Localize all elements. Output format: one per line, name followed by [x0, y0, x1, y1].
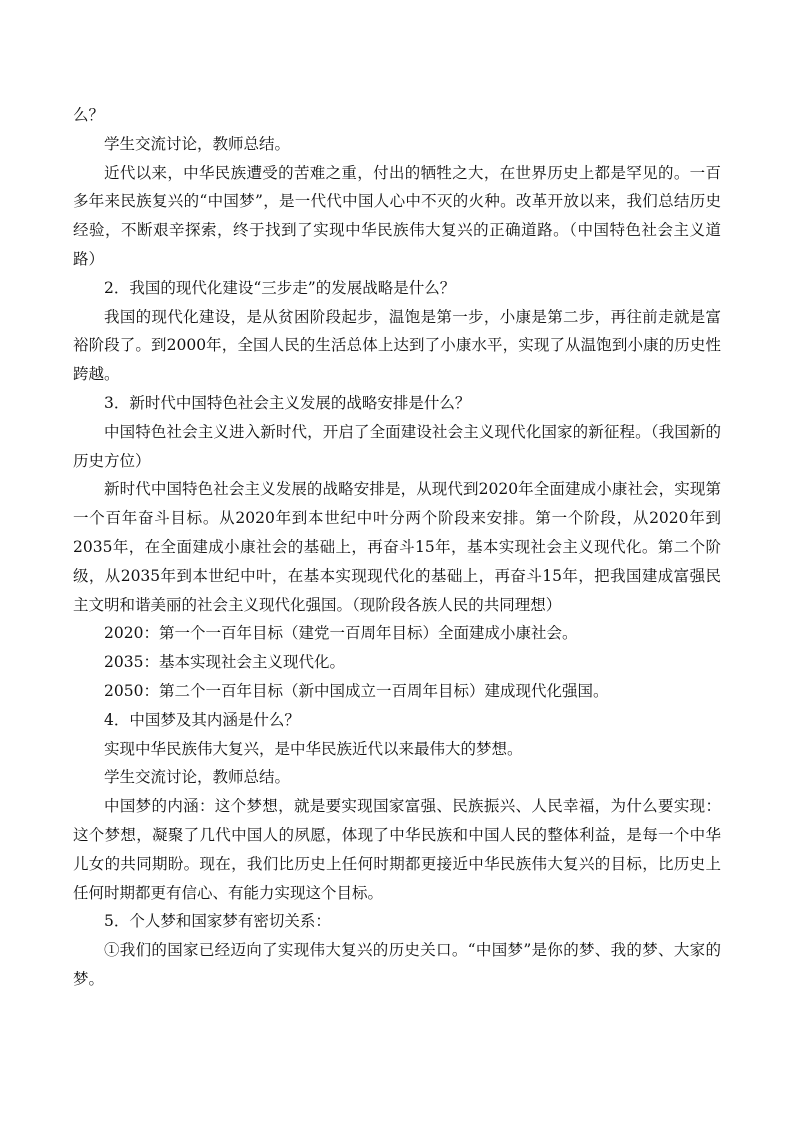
paragraph-discussion: 学生交流讨论，教师总结。 [104, 134, 291, 153]
paragraph-strategic-plan: 新时代中国特色社会主义发展的战略安排是，从现代到2020年全面建成小康社会，实现第一个百年奋斗目标。从2020年到本世纪中叶分两个阶段来安排。第一个阶段，从2020年到2035年，在全面建成小康社会的基础上，再奋斗15年，基本实现社会主义现代化。第二个阶级，从2035年到本世纪中叶，在基本实现现代化的基础上，再奋斗15年，把我国建成富强民主文明和谐美丽的社会主义现代化强国。（现阶段各族人民的共同理想） [73, 480, 721, 614]
paragraph-modern-history: 近代以来，中华民族遭受的苦难之重，付出的牺牲之大，在世界历史上都是罕见的。一百多年来民族复兴的“中国梦”，是一代代中国人心中不灭的火种。改革开放以来，我们总结历史经验，不断艰辛探索，终于找到了实现中华民族伟大复兴的正确道路。（中国特色社会主义道路） [73, 163, 721, 268]
question-2-heading: 2．我国的现代化建设“三步走”的发展战略是什么？ [104, 278, 456, 297]
question-5-heading: 5．个人梦和国家梦有密切关系： [104, 912, 331, 931]
question-3-heading: 3．新时代中国特色社会主义发展的战略安排是什么？ [104, 393, 471, 412]
milestone-2050: 2050：第二个一百年目标（新中国成立一百周年目标）建成现代化强国。 [104, 681, 609, 700]
milestone-2020: 2020：第一个一百年目标（建党一百周年目标）全面建成小康社会。 [104, 624, 578, 643]
document-body [73, 101, 721, 994]
paragraph-rejuvenation: 实现中华民族伟大复兴，是中华民族近代以来最伟大的梦想。 [104, 739, 523, 758]
question-4-heading: 4．中国梦及其内涵是什么？ [104, 710, 300, 729]
paragraph-chinese-dream: 中国梦的内涵：这个梦想，就是要实现国家富强、民族振兴、人民幸福，为什么要实现：这个梦想，凝聚了几代中国人的夙愿，体现了中华民族和中国人民的整体利益，是每一个中华儿女的共同期盼。现在，我们比历史上任何时期都更接近中华民族伟大复兴的目标，比历史上任何时期都更有信心、有能力实现这个目标。 [73, 797, 721, 902]
paragraph-new-era: 中国特色社会主义进入新时代，开启了全面建设社会主义现代化国家的新征程。（我国新的历史方位） [73, 422, 721, 470]
paragraph-discussion-2: 学生交流讨论，教师总结。 [104, 768, 291, 787]
paragraph-three-steps: 我国的现代化建设，是从贫困阶段起步，温饱是第一步，小康是第二步，再往前走就是富裕阶段了。到2000年，全国人民的生活总体上达到了小康水平，实现了从温饱到小康的历史性跨越。 [73, 307, 721, 384]
paragraph-personal-dream: ①我们的国家已经迈向了实现伟大复兴的历史关口。“中国梦”是你的梦、我的梦、大家的梦。 [73, 941, 721, 988]
paragraph-continuation: 么？ [73, 106, 105, 124]
milestone-2035: 2035：基本实现社会主义现代化。 [104, 653, 345, 672]
